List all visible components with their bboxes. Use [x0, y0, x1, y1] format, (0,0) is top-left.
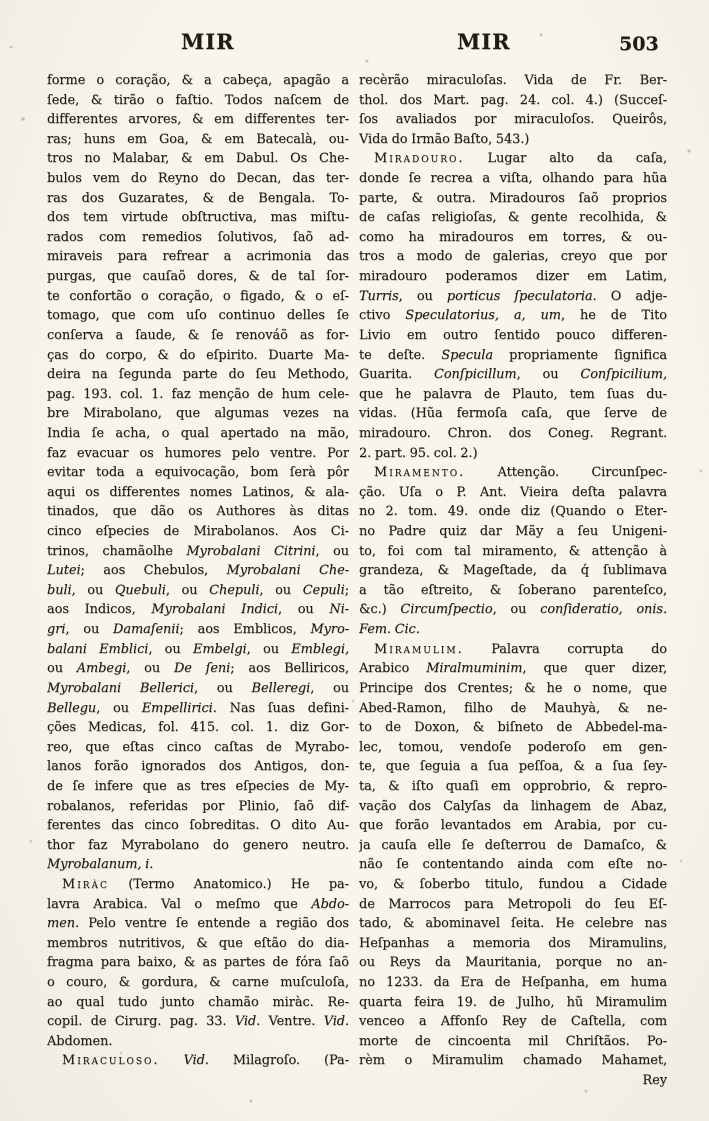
text-line: de caſas religioſas, & gente recolhida, & [359, 210, 667, 226]
scan-noise [0, 0, 2, 2]
text-line: ja cauſa elle ſe deſterrou de Damaſco, & [359, 837, 667, 853]
text-line: rèm o Miramulim chamado Mahamet, [359, 1053, 667, 1069]
text-line: miradouro. Chron. dos Coneg. Regrant. [359, 425, 667, 441]
text-line: rados com remedios ſolutivos, ſaõ ad- [47, 229, 349, 245]
text-line: aqui os differentes nomes Latinos, & ala- [47, 484, 349, 500]
text-line: ferentes das cinco ſobreditas. O dito Au- [47, 818, 349, 834]
text-line: reo, que eſtas cinco caſtas de Myrabo- [47, 739, 349, 755]
text-line: to, foi com tal miramento, & attenção à [359, 543, 667, 559]
text-line: vo, & ſoberbo titulo, fundou a Cidade [359, 876, 667, 892]
text-line: vação dos Calyſas da linhagem de Abaz, [359, 798, 667, 814]
text-line: no 1233. da Era de Heſpanha, em huma [359, 975, 667, 991]
text-line: &c.) Circumſpectio, ou conſideratio, onis. [359, 602, 667, 618]
text-line: ſos avaliados por miraculoſos. Queirôs, [359, 112, 667, 128]
text-line: conſerva a ſaude, & ſe renováõ as for- [47, 327, 349, 343]
text-line: balani Emblici, ou Embelgi, ou Emblegi, [47, 641, 349, 657]
text-line: Vida do Irmão Baſto, 543.) [359, 131, 530, 147]
text-line: Myrobalani Bellerici, ou Belleregi, ou [47, 680, 349, 696]
text-line: robalanos, referidas por Plinio, ſaõ dif- [47, 798, 349, 814]
text-line: donde ſe recrea a viſta, olhando para hũa [359, 171, 667, 187]
text-line: forme o coração, & a cabeça, apagão a [47, 73, 349, 88]
text-line: cinco eſpecies de Mirabolanos. Aos Ci- [47, 524, 349, 540]
text-line: ras dos Guzarates, & de Bengala. To- [47, 190, 349, 206]
text-line: Abdomen. [47, 1033, 113, 1049]
text-line: tomago, que com uſo continuo delles ſe [47, 308, 349, 324]
text-line: venceo a Affonſo Rey de Caſtella, com [359, 1014, 667, 1030]
text-line: trinos, chamãolhe Myrobalani Citrini, ou [47, 543, 349, 559]
running-title-right: MIR [457, 29, 511, 54]
text-line: membros nutritivos, & que eſtão do dia- [47, 935, 349, 951]
text-line: quarta feira 19. de Julho, hũ Miramulim [359, 994, 667, 1010]
text-line: ras; huns em Goa, & em Batecalà, ou- [47, 131, 349, 147]
text-line: Bellegu, ou Empellirici. Nas ſuas defini- [47, 700, 349, 716]
text-line: que forão levantados em Arabia, por cu- [359, 818, 667, 834]
text-line: India ſe acha, o qual apertado na mão, [47, 425, 349, 441]
text-line: gri, ou Damaſenii; aos Emblicos, Myro- [47, 622, 349, 638]
text-line: ção. Uſa o P. Ant. Vieira deſta palavra [359, 484, 667, 500]
text-line: faz evacuar os humores pelo ventre. Por [47, 445, 349, 461]
text-line: parte, & outra. Miradouros ſaõ proprios [359, 190, 667, 206]
text-line: ças do corpo, & do eſpirito. Duarte Ma- [47, 347, 349, 363]
text-line: Miramento. Attenção. Circunſpec- [374, 465, 667, 481]
text-line: Abed-Ramon, filho de Mauhyà, & ne- [359, 700, 667, 716]
text-line: de ſe infere que as tres eſpecies de My- [47, 778, 349, 794]
text-line: Livio em outro ſentido pouco differen- [359, 327, 667, 343]
running-title-left: MIR [181, 29, 235, 54]
text-line: ções Medicas, fol. 415. col. 1. diz Gor- [47, 720, 349, 736]
text-line: Myrobalanum, i. [47, 857, 154, 873]
text-line: thor faz Myrabolano do genero neutro. [47, 837, 349, 853]
text-line: Miramulim. Palavra corrupta do [374, 641, 667, 657]
text-line: te, que ſeguia a ſua peſſoa, & a ſua ſey- [359, 759, 667, 775]
text-line: como ha miradouros em torres, & ou- [359, 229, 667, 245]
text-line: a tão eſtreito, & ſoberano parenteſco, [359, 582, 667, 598]
text-line: Turris, ou porticus ſpeculatoria. O adje- [359, 288, 667, 304]
text-line: Miraculoso. Vid. Milagroſo. (Pa- [62, 1053, 349, 1069]
text-line: te confortão o coração, o figado, & o eſ- [47, 288, 349, 304]
catchword: Rey [642, 1073, 667, 1089]
text-line: ou Reys da Mauritania, porque no an- [359, 955, 667, 971]
text-line: lavra Arabica. Val o meſmo que Abdo- [47, 896, 349, 912]
text-line: te deſte. Specula propriamente ſignifica [359, 347, 667, 363]
text-line: ao qual tudo junto chamão miràc. Re- [47, 994, 349, 1010]
text-line: dos tem virtude obſtructiva, mas miſtu- [47, 210, 349, 226]
text-line: men. Pelo ventre ſe entende a região dos [47, 916, 349, 932]
text-line: de Marrocos para Metropoli do ſeu Eſ- [359, 896, 667, 912]
text-line: bre Mirabolano, que algumas vezes na [47, 406, 349, 422]
text-line: miraveis para refrear a acrimonia das [47, 249, 349, 265]
text-line: fragma para baixo, & as partes de fóra ſaõ [47, 955, 349, 971]
text-line: bulos vem do Reyno do Decan, das ter- [47, 171, 349, 187]
page-number: 503 [619, 33, 659, 55]
text-line: Principe dos Crentes; & he o nome, que [359, 680, 667, 696]
text-line: ta, & iſto quaſi em opprobrio, & repro- [359, 778, 667, 794]
text-line: Lutei; aos Chebulos, Myrobalani Che- [47, 563, 349, 579]
text-line: thol. dos Mart. pag. 24. col. 4.) (Succeſ- [359, 92, 667, 108]
text-line: tros a modo de galerias, creyo que por [359, 249, 667, 265]
text-line: ctivo Speculatorius, a, um, he de Tito [359, 308, 667, 324]
text-line: ou Ambegi, ou De ſeni; aos Belliricos, [47, 661, 349, 677]
text-line: miradouro poderamos dizer em Latim, [359, 269, 667, 285]
text-line: que he palavra de Plauto, tem ſuas du- [359, 386, 667, 402]
text-line: no 2. tom. 49. onde diz (Quando o Eter- [359, 504, 667, 520]
text-line: Guarita. Conſpicillum, ou Conſpicilium, [359, 367, 667, 383]
text-line: vidas. (Hũa fermoſa caſa, que ſerve de [359, 406, 667, 422]
text-line: Arabico Miralmuminim, que quer dizer, [359, 661, 667, 677]
text-line: aos Indicos, Myrobalani Indici, ou Ni- [47, 602, 349, 618]
text-line: lec, tomou, vendoſe poderoſo em gen- [359, 739, 667, 755]
text-line: recèrão miraculoſas. Vida de Fr. Ber- [359, 73, 667, 88]
text-line: differentes arvores, & em differentes ter- [47, 112, 349, 128]
text-line: evitar toda a equivocação, bom ſerà pôr [47, 465, 349, 481]
text-line: Miràc (Termo Anatomico.) He pa- [62, 876, 349, 892]
text-line: 2. part. 95. col. 2.) [359, 445, 478, 461]
text-line: não ſe contentando ainda com eſte no- [359, 857, 667, 873]
text-line: lanos forão ignorados dos Antigos, don- [47, 759, 349, 775]
text-line: deira na ſegunda parte do ſeu Methodo, [47, 367, 349, 383]
text-line: purgas, que cauſaõ dores, & de tal ſor- [47, 269, 349, 285]
text-column-left [47, 71, 349, 1071]
text-line: buli, ou Quebuli, ou Chepuli, ou Cepuli; [47, 582, 349, 598]
text-line: tado, & abominavel ſeita. He celebre nas [359, 916, 667, 932]
text-line: tros no Malabar, & em Dabul. Os Che- [47, 151, 349, 167]
text-line: ſede, & tirão o faſtio. Todos naſcem de [47, 92, 349, 108]
text-line: no Padre quiz dar Mãy a ſeu Unigeni- [359, 524, 667, 540]
text-line: pag. 193. col. 1. faz menção de hum cele- [47, 386, 349, 402]
text-line: Fem. Cic. [359, 622, 420, 638]
text-line: o couro, & gordura, & carne muſculoſa, [47, 975, 349, 991]
text-line: Heſpanhas a memoria dos Miramulins, [359, 935, 667, 951]
text-line: copil. de Cirurg. pag. 33. Vid. Ventre. Vid. [47, 1014, 349, 1030]
text-column-right [359, 71, 667, 1091]
text-line: Miradouro. Lugar alto da caſa, [374, 151, 667, 167]
text-line: to de Doxon, & biſneto de Abbedel-ma- [359, 720, 667, 736]
text-line: morte de cincoenta mil Chriſtãos. Po- [359, 1033, 667, 1049]
text-line: grandeza, & Mageſtade, da q́ ſublimava [359, 563, 667, 579]
text-line: tinados, que dão os Authores às ditas [47, 504, 349, 520]
